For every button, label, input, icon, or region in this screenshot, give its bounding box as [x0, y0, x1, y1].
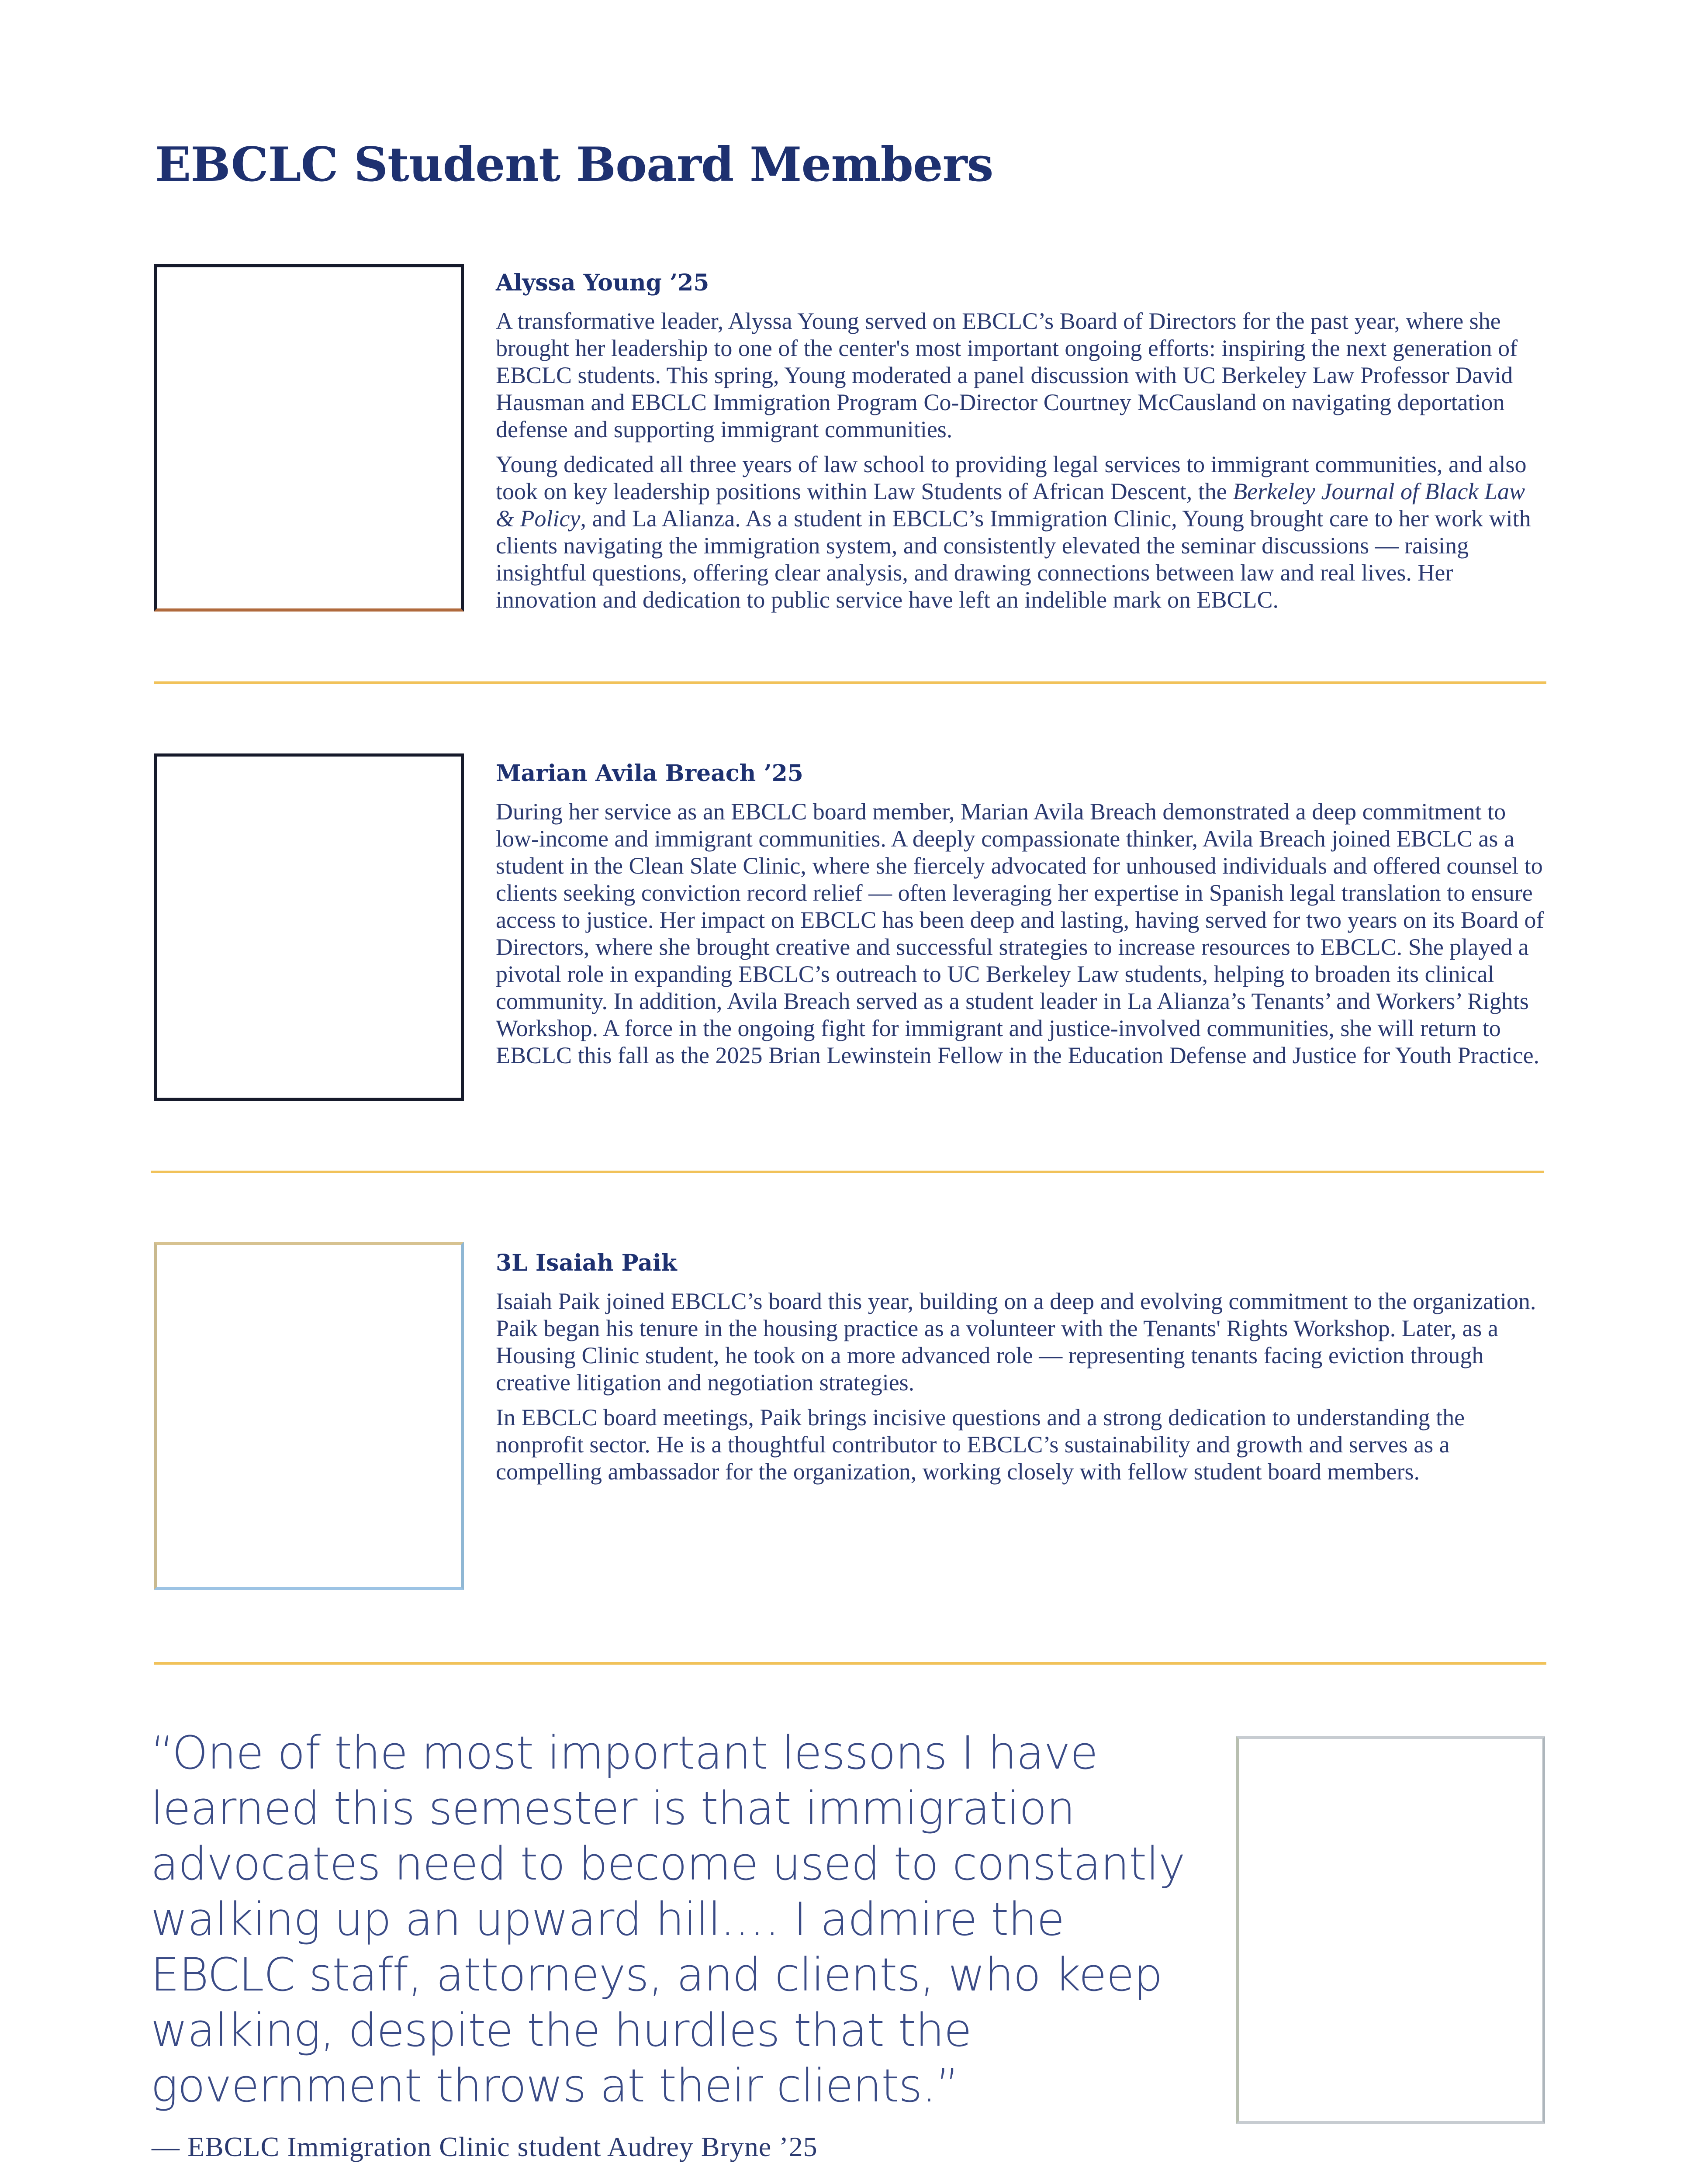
- divider-rule: [154, 681, 1546, 684]
- bio-text: Young dedicated all three years of law school to providing legal services to immigrant communities, and also took on key leadership positions within Law Students of African Descent, the: [496, 451, 1527, 505]
- divider-rule: [151, 1171, 1544, 1173]
- marian-avila-breach-photo: [154, 753, 464, 1101]
- bio-paragraph: A transformative leader, Alyssa Young served on EBCLC’s Board of Directors for the past year, where she brought her leadership to one of the center's most important ongoing efforts: inspiring the next generation of EBCLC students. This spring, Young moderated a panel discussion with UC Berkeley Law Professor David Hausman and EBCLC Immigration Program Co-Director Courtney McCausland on navigating deportation defense and supporting immigrant communities.: [496, 308, 1518, 442]
- bio-paragraph: [496, 451, 1549, 613]
- journal-title: Berkeley Journal of Black Law & Policy: [496, 478, 1525, 532]
- member-bio-marian-avila-breach: [496, 758, 1549, 1077]
- bio-text: , and La Alianza. As a student in EBCLC’s Immigration Clinic, Young brought care to her work with clients navigating the immigration system, and consistently elevated the seminar discussions — raising insightful questions, offering clear analysis, and drawing connections between law and real lives. Her innovation and dedication to public service have left an indelible mark on EBCLC.: [496, 505, 1531, 613]
- member-bio-alyssa-young: [496, 267, 1549, 621]
- bio-paragraph: In EBCLC board meetings, Paik brings incisive questions and a strong dedication to understanding the nonprofit sector. He is a thoughtful contributor to EBCLC’s sustainability and growth and serves as a compelling ambassador for the organization, working closely with fellow student board members.: [496, 1404, 1465, 1485]
- quote-attribution: — EBCLC Immigration Clinic student Audrey Bryne ’25: [152, 2131, 818, 2162]
- page-title: EBCLC Student Board Members: [155, 137, 993, 192]
- bio-paragraph: During her service as an EBCLC board member, Marian Avila Breach demonstrated a deep commitment to low-income and immigrant communities. A deeply compassionate thinker, Avila Breach joined EBCLC as a student in the Clean Slate Clinic, where she fiercely advocated for unhoused individuals and offered counsel to clients seeking conviction record relief — often leveraging her expertise in Spanish legal translation to ensure access to justice. Her impact on EBCLC has been deep and lasting, having served for two years on its Board of Directors, where she brought creative and successful strategies to increase resources to EBCLC. She played a pivotal role in expanding EBCLC’s outreach to UC Berkeley Law students, helping to broaden its clinical community. In addition, Avila Breach served as a student leader in La Alianza’s Tenants’ and Workers’ Rights Workshop. A force in the ongoing fight for immigrant and justice-involved communities, she will return to EBCLC this fall as the 2025 Brian Lewinstein Fellow in the Education Defense and Justice for Youth Practice.: [496, 798, 1544, 1068]
- member-name: Marian Avila Breach ’25: [496, 760, 803, 787]
- isaiah-paik-photo: [154, 1242, 464, 1590]
- pull-quote: “One of the most important lessons I have learned this semester is that immigration advocates need to become used to constantly walking up an upward hill.… I admire the EBCLC staff, attorneys, and clients, who keep walking, despite the hurdles that the government throws at their clients.”: [151, 1726, 1185, 2112]
- divider-rule: [154, 1662, 1546, 1665]
- bio-paragraph: Isaiah Paik joined EBCLC’s board this year, building on a deep and evolving commitment to the organization. Paik began his tenure in the housing practice as a volunteer with the Tenants' Rights Workshop. Later, as a Housing Clinic student, he took on a more advanced role — representing tenants facing eviction through creative litigation and negotiation strategies.: [496, 1288, 1536, 1396]
- member-name: Alyssa Young ’25: [496, 270, 709, 296]
- audrey-bryne-photo: [1236, 1736, 1545, 2124]
- member-bio-isaiah-paik: [496, 1248, 1549, 1493]
- alyssa-young-photo: [154, 264, 464, 612]
- member-name: 3L Isaiah Paik: [496, 1250, 677, 1276]
